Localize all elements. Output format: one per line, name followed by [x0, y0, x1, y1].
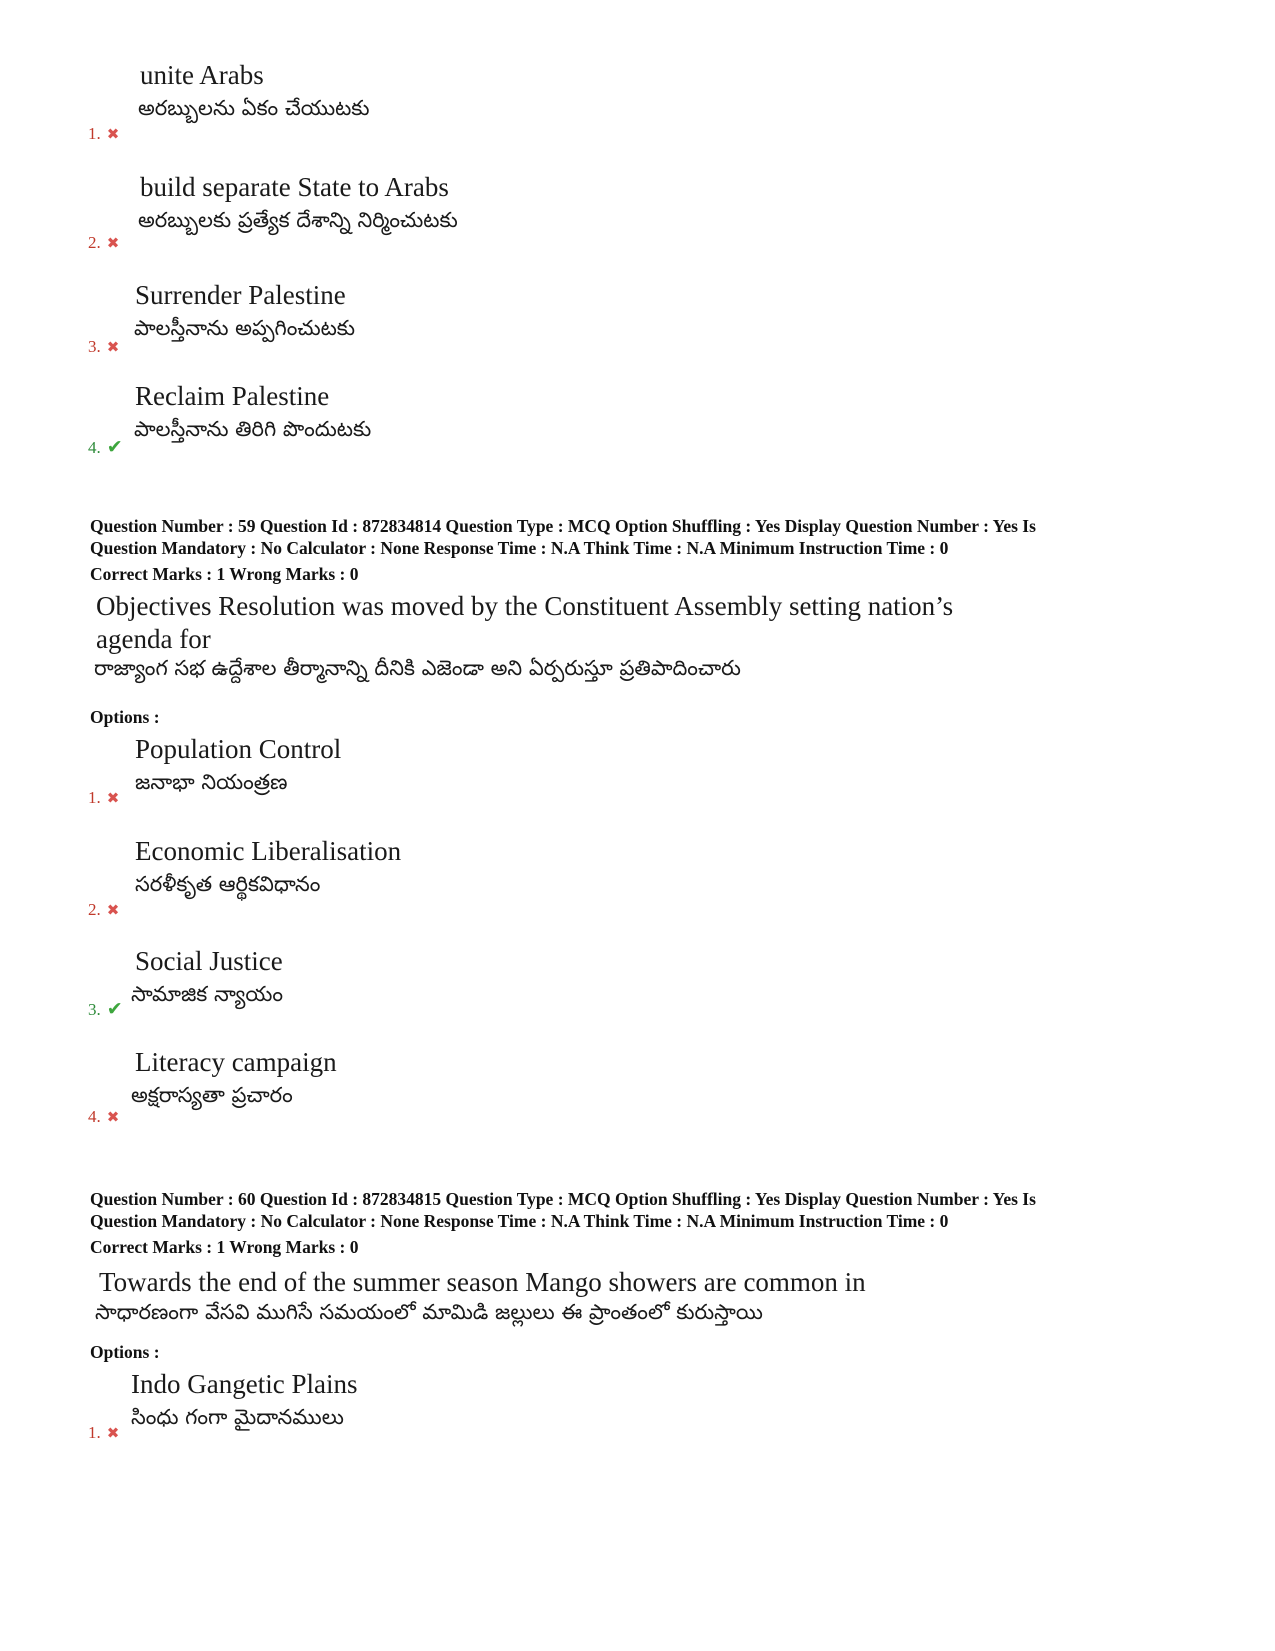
question-marks: Correct Marks : 1 Wrong Marks : 0	[90, 564, 359, 584]
option-q59-4	[0, 1045, 1000, 1145]
option-number: 3. ✖	[88, 337, 120, 356]
question-59-text-en	[96, 590, 953, 656]
option-text-en: Economic Liberalisation	[135, 836, 402, 866]
option-q60-1	[0, 1367, 1000, 1467]
option-q59-2	[0, 834, 1000, 934]
option-number: 4. ✖	[88, 1107, 120, 1126]
option-text-te: పాలస్తీనాను అప్పగించుటకు	[134, 316, 356, 340]
question-meta-line2: Question Mandatory : No Calculator : None Response Time : N.A Think Time : N.A Minimum Instruction Time : 0	[90, 538, 949, 558]
option-q58-2	[0, 170, 1000, 270]
cross-icon: ✖	[106, 1108, 120, 1126]
option-number: 1. ✖	[88, 788, 120, 807]
options-label: Options :	[90, 1342, 160, 1362]
option-q58-1	[0, 58, 1000, 158]
question-meta-line2: Question Mandatory : No Calculator : None Response Time : N.A Think Time : N.A Minimum Instruction Time : 0	[90, 1211, 949, 1231]
option-q59-1	[0, 732, 1000, 832]
option-text-te: జనాభా నియంత్రణ	[135, 770, 288, 794]
cross-icon: ✖	[106, 234, 120, 252]
option-text-en: Reclaim Palestine	[135, 381, 330, 411]
option-number: 1. ✖	[88, 1423, 120, 1442]
option-q59-3	[0, 944, 1000, 1044]
option-text-te: అరబ్బులకు ప్రత్యేక దేశాన్ని నిర్మించుటకు	[138, 208, 458, 232]
question-60-meta	[90, 1188, 1200, 1258]
option-text-en: Indo Gangetic Plains	[131, 1369, 358, 1399]
option-text-te: సింధు గంగా మైదానములు	[131, 1405, 344, 1429]
option-q58-3	[0, 278, 1000, 378]
question-meta-line1: Question Number : 60 Question Id : 872834815 Question Type : MCQ Option Shuffling : Yes Display Question Number : Yes Is	[90, 1189, 1036, 1209]
question-59-meta	[90, 515, 1200, 585]
question-60-text-te: సాధారణంగా వేసవి ముగిసే సమయంలో మామిడి జల్లులు ఈ ప్రాంతంలో కురుస్తాయి	[95, 1300, 763, 1324]
option-text-te: సరళీకృత ఆర్థికవిధానం	[135, 872, 321, 896]
option-text-en: Literacy campaign	[135, 1047, 337, 1077]
question-text-line2: agenda for	[96, 624, 211, 654]
option-number: 3. ✔	[88, 998, 123, 1020]
question-60-text-en: Towards the end of the summer season Mango showers are common in	[99, 1267, 866, 1297]
option-text-en: Surrender Palestine	[135, 280, 346, 310]
cross-icon: ✖	[106, 1424, 120, 1442]
option-number: 1. ✖	[88, 124, 120, 143]
question-marks: Correct Marks : 1 Wrong Marks : 0	[90, 1237, 359, 1257]
cross-icon: ✖	[106, 338, 120, 356]
option-text-te: సామాజిక న్యాయం	[131, 982, 284, 1006]
option-text-te: అరబ్బులను ఏకం చేయుటకు	[138, 96, 370, 120]
option-text-en: Social Justice	[135, 946, 283, 976]
option-text-te: అక్షరాస్యతా ప్రచారం	[131, 1083, 293, 1107]
option-text-en: Population Control	[135, 734, 342, 764]
question-59-text-te: రాజ్యాంగ సభ ఉద్దేశాల తీర్మానాన్ని దీనికి ఎజెండా అని ఏర్పరుస్తూ ప్రతిపాదించారు	[94, 656, 741, 680]
option-q58-4	[0, 379, 1000, 479]
option-text-en: unite Arabs	[140, 60, 264, 90]
question-meta-line1: Question Number : 59 Question Id : 872834814 Question Type : MCQ Option Shuffling : Yes Display Question Number : Yes Is	[90, 516, 1036, 536]
option-number: 2. ✖	[88, 900, 120, 919]
options-label: Options :	[90, 707, 160, 727]
question-text-line1: Objectives Resolution was moved by the Constituent Assembly setting nation’s	[96, 591, 954, 621]
option-number: 4. ✔	[88, 436, 123, 458]
option-text-te: పాలస్తీనాను తిరిగి పొందుటకు	[134, 417, 372, 441]
cross-icon: ✖	[106, 901, 120, 919]
option-number: 2. ✖	[88, 233, 120, 252]
cross-icon: ✖	[106, 125, 120, 143]
cross-icon: ✖	[106, 789, 120, 807]
option-text-en: build separate State to Arabs	[140, 172, 449, 202]
check-icon: ✔	[106, 436, 123, 458]
check-icon: ✔	[106, 998, 123, 1020]
